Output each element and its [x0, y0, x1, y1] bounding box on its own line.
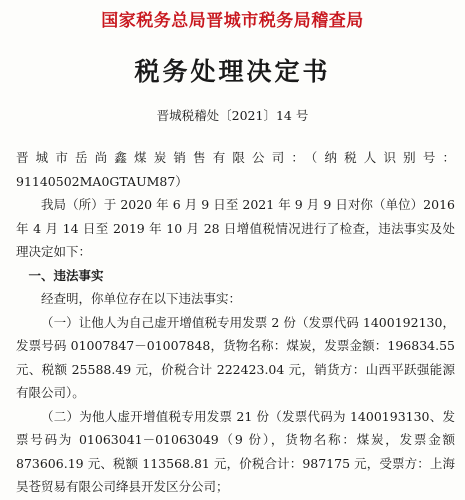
finding-item-1: （一）让他人为自己虚开增值税专用发票 2 份（发票代码 1400192130，发票号码 01007847－01007848，货物名称：煤炭，发票金额：196834.55 元、税额 25588.49 元，价税合计 222423.04 元，销货方：山西平跃强能源有限公司）。	[16, 314, 455, 400]
issuing-authority: 国家税务总局晋城市税务局稽查局	[101, 11, 364, 31]
document-title: 税务处理决定书	[134, 57, 331, 86]
findings-intro: 经查明，你单位存在以下违法事实：	[41, 291, 242, 306]
intro-paragraph: 我局（所）于 2020 年 6 月 9 日至 2021 年 9 月 9 日对你（单位）2016 年 4 月 14 日至 2019 年 10 月 28 日增值税情况进行了检查，违法事实及处理决定如下：	[16, 197, 455, 259]
section-heading-violations: 一、违法事实	[28, 267, 104, 283]
document-body	[16, 146, 455, 499]
finding-item-2: （二）为他人虚开增值税专用发票 21 份（发票代码为 1400193130、发票号码为 01063041－01063049（9 份），货物名称：煤炭，发票金额 873606.19 元、税额 113568.81 元，价税合计：987175 元，受票方：上海昊苍贸易有限公司绛县开发区分公司；	[16, 408, 455, 494]
document-number: 晋城税稽处〔2021〕14 号	[156, 108, 309, 123]
addressee: 晋城市岳尚鑫煤炭销售有限公司：（纳税人识别号：91140502MA0GTAUM87）	[16, 150, 455, 189]
